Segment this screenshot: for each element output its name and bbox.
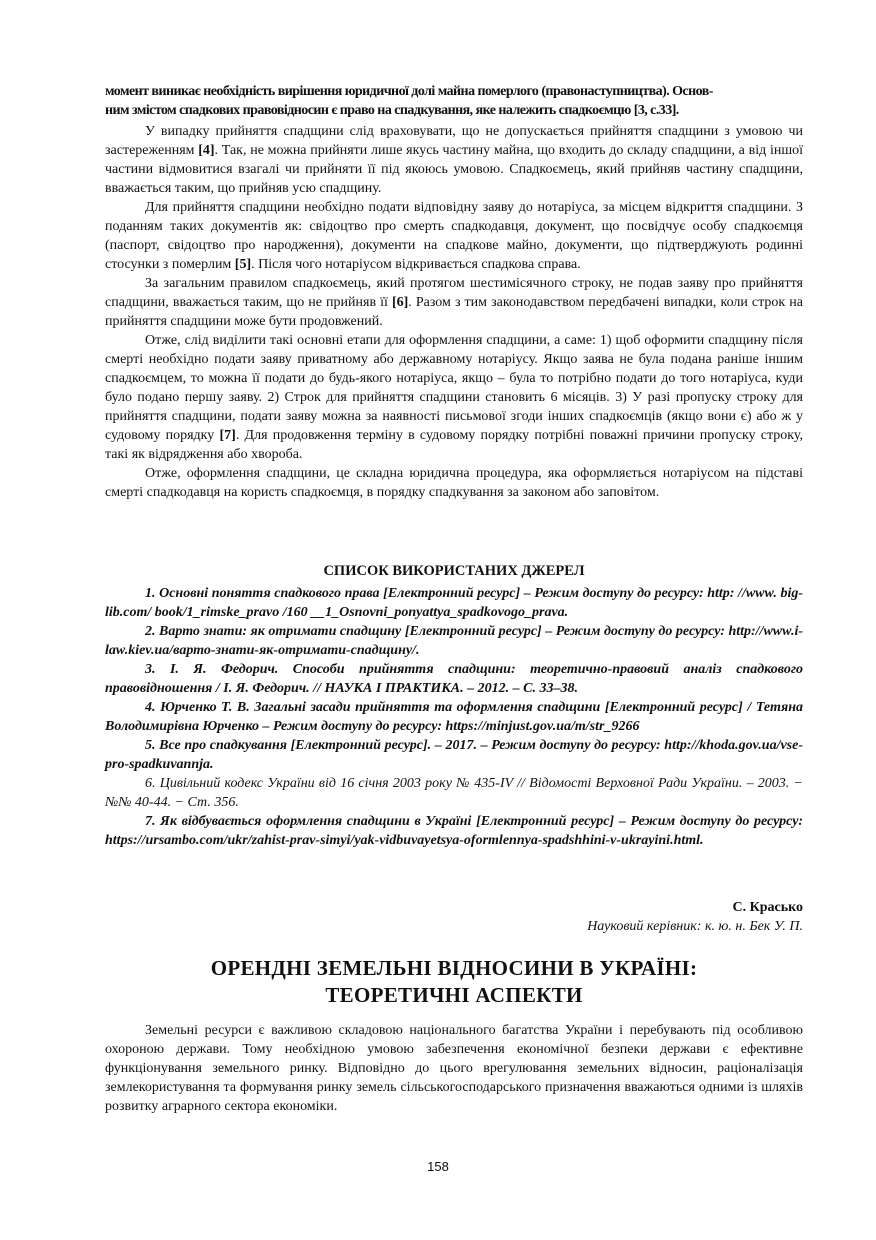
paragraph [105, 464, 803, 502]
paragraph: Земельні ресурси є важливою складовою національного багатства України і перебувають під особливою охороною держави. Тому необхідною умовою забезпечення економічної безпеки держави є ефективне функціонування земельного ринку. Відповідно до цього врегулювання земельних відносин, раціоналізація землекористування та формування ринку земель сільськогосподарського призначення вважаються одними із шляхів розвитку аграрного сектора економіки. [105, 1023, 803, 1114]
reference-item: 6. Цивільний кодекс України від 16 січня 2003 року № 435-IV // Відомості Верховної Ради України. – 2003. − №№ 40-44. − Ст. 356. [105, 776, 803, 810]
supervisor: Науковий керівник: к. ю. н. Бек У. П. [587, 919, 803, 934]
intro-block [105, 82, 803, 120]
paragraph [105, 274, 803, 331]
reference-item: 7. Як відбувається оформлення спадщини в Україні [Електронний ресурс] – Режим доступу до ресурсу: https://ursambo.com/ukr/zahist-prav-simyi/yak-vidbuvayetsya-oformlennya-spadshhini-v-ukrayini.html. [105, 814, 803, 848]
paragraph-text: Отже, слід виділити такі основні етапи для оформлення спадщини, а саме: 1) щоб оформити спадщину після смерті необхідно подати заяву приватному або державному нотаріусу. Якщо заява не була подана раніше іншим спадкоємцем, то можна її подати до будь-якого нотаріуса, якщо – була то потрібно подати до того нотаріуса, куди було подано першу заяву. 2) Строк для прийняття спадщини становить 6 місяців. 3) У разі пропуску строку для прийняття спадщини, подати заяву можна за наявності письмової згоди інших спадкоємців (якщо вони є) або ж у судовому порядку [105, 333, 803, 443]
paragraph [105, 331, 803, 464]
body-paragraphs [105, 122, 803, 502]
paragraph-text: За загальним правилом спадкоємець, який протягом шестимісячного строку, не подав заяву про прийняття спадщини, вважається таким, що не прийняв її [105, 276, 803, 310]
citation-ref: [5] [234, 257, 252, 272]
intro-line: ним змістом спадкових правовідносин є право на спадкування, яке належить спадкоємцю [3, с.33]. [105, 103, 679, 118]
article-title [105, 955, 803, 1009]
citation-ref: [7] [219, 428, 236, 443]
article-title-line: ТЕОРЕТИЧНІ АСПЕКТИ [325, 983, 583, 1007]
article-title-line: ОРЕНДНІ ЗЕМЕЛЬНІ ВІДНОСИНИ В УКРАЇНІ: [210, 956, 698, 980]
page-number: 158 [427, 1159, 449, 1174]
citation-ref: [4] [198, 143, 215, 158]
citation-ref: [6] [391, 295, 409, 310]
article-title-block [105, 955, 803, 1009]
paragraph [105, 122, 803, 198]
reference-item: 1. Основні поняття спадкового права [Електронний ресурс] – Режим доступу до ресурсу: http: //www. big-lib.com/ book/1_rimske_pravo /160 __1_Osnovni_ponyattya_spadkovogo_prava. [105, 586, 803, 620]
paragraph [105, 198, 803, 274]
paragraph-text: . Разом з тим законодавством передбачені випадки, коли строк на прийняття спадщини може бути продовжений. [105, 295, 803, 329]
author-name: С. Красько [732, 900, 803, 915]
reference-item: 4. Юрченко Т. В. Загальні засади прийняття та оформлення спадщини [Електронний ресурс] / Тетяна Володимирівна Юрченко – Режим доступу до ресурсу: https://minjust.gov.ua/m/str_9266 [105, 700, 803, 734]
intro-line: момент виникає необхідність вирішення юридичної долі майна померлого (правонаступництва). Основ- [105, 84, 713, 99]
paragraph-text: Для прийняття спадщини необхідно подати відповідну заяву до нотаріуса, за місцем відкриття спадщини. З поданням таких документів як: свідоцтво про смерть спадкодавця, документ, що посвідчує особу спадкоємця (паспорт, свідоцтво про народження), документи на спадкове майно, документи, що підтверджують родинні стосунки з померлим [105, 200, 803, 272]
paragraph-text: Отже, оформлення спадщини, це складна юридична процедура, яка оформляється нотаріусом на підставі смерті спадкодавця на користь спадкоємця, в порядку спадкування за законом або заповітом. [105, 466, 803, 500]
paragraph-text: . Для продовження терміну в судовому порядку потрібні поважні причини пропуску строку, такі як відрядження або хвороба. [105, 428, 803, 462]
paragraph-text: У випадку прийняття спадщини слід враховувати, що не допускається прийняття спадщини з умовою чи застереженням [105, 124, 803, 158]
paragraph-text: . Після чого нотаріусом відкривається спадкова справа. [251, 257, 581, 272]
reference-item: 3. І. Я. Федорич. Способи прийняття спадщини: теоретично-правовий аналіз спадкового правовідношення / І. Я. Федорич. // НАУКА І ПРАКТИКА. – 2012. – С. 33–38. [105, 662, 803, 696]
references-heading: СПИСОК ВИКОРИСТАНИХ ДЖЕРЕЛ [323, 563, 585, 579]
article-body [105, 1021, 803, 1116]
references-section [105, 562, 803, 850]
reference-item: 2. Варто знати: як отримати спадщину [Електронний ресурс] – Режим доступу до ресурсу: http://www.i-law.kiev.ua/варто-знати-як-отримати-спадщину/. [105, 624, 803, 658]
paragraph-text: . Так, не можна прийняти лише якусь частину майна, що входить до складу спадщини, а від іншої частини відмовитися взагалі чи прийняти її під якоюсь умовою. Спадкоємець, який прийняв частину спадщини, вважається таким, що прийняв усю спадщину. [105, 143, 803, 196]
article-byline [105, 898, 803, 936]
reference-item: 5. Все про спадкування [Електронний ресурс]. – 2017. – Режим доступу до ресурсу: http://khoda.gov.ua/vse-pro-spadkuvannja. [105, 738, 803, 772]
